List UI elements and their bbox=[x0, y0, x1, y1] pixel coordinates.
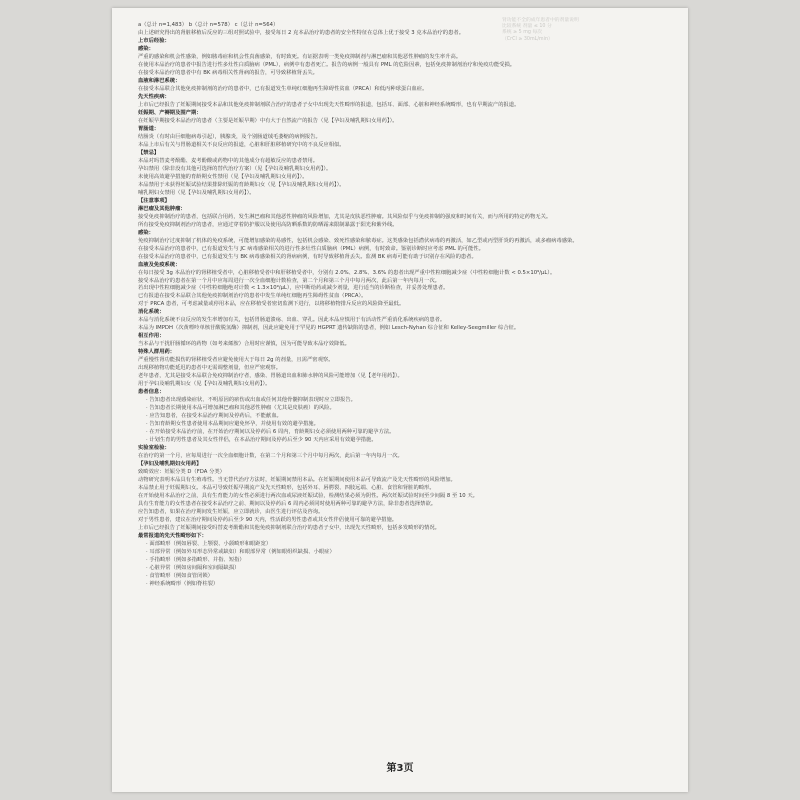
ghost-line: （CrCl ≥ 30mL/min） bbox=[502, 36, 553, 42]
paragraph: 结肠炎（有时由巨细胞病毒引起），胰腺炎，及个别肠道绒毛萎缩的病例报告。 bbox=[138, 133, 321, 140]
section-heading: 感染： bbox=[138, 45, 154, 52]
paragraph: 本品禁止用于妊娠期妇女。本品可导致妊娠早期流产及先天性畸形，包括外耳、唇腭裂、四肢远端、心脏、食管和肾脏的畸形。 bbox=[138, 485, 435, 492]
paragraph: 老年患者，尤其是接受本品联合免疫抑制治疗者，感染、胃肠道出血和肺水肿的风险可能增加（见【老年用药】）。 bbox=[138, 373, 403, 380]
paragraph: 本品为 IMPDH（次黄嘌呤单核苷酸脱氢酶）抑制剂，因此应避免用于罕见的 HGPRT 遗传缺陷的患者，例如 Lesch-Nyhan 综合征和 Kelley-Seegmiller 综合征。 bbox=[138, 325, 520, 332]
bullet-item: · 计划生育的男性患者及其女性伴侣，在本品治疗期间及停药后至少 90 天内应采用有效避孕措施。 bbox=[146, 437, 377, 444]
section-heading: 胃肠道： bbox=[138, 125, 160, 132]
paragraph: 具有生育能力的女性患者在接受本品治疗之前、期间以及停药后 6 周内必须同时使用两种可靠的避孕方法，除非患者选择禁欲。 bbox=[138, 501, 437, 508]
paragraph: 当本品与干扰肝肠循环的药物（如考来烯胺）合用时应谨慎，因为可能导致本品疗效降低。 bbox=[138, 341, 350, 348]
bullet-item: · 手指畸形（例如多指畸形、并指、短指） bbox=[146, 556, 245, 563]
document-page bbox=[112, 8, 688, 792]
paragraph: 严重的感染和机会性感染，例如脓毒症和机会性真菌感染，有时致死。有证据表明一类免疫抑制剂与淋巴瘤和其他恶性肿瘤的发生率升高。 bbox=[138, 53, 462, 60]
bullet-item: · 神经系统畸形（例如脊柱裂） bbox=[146, 580, 219, 587]
paragraph: 用于孕妇及哺乳期妇女（见【孕妇及哺乳期妇女用药】）。 bbox=[138, 381, 271, 388]
section-heading: 上市后经验： bbox=[138, 37, 170, 44]
paragraph: 在接受本品治疗的患者中有 BK 病毒相关性肾病的报告，可导致移植肾丢失。 bbox=[138, 69, 318, 76]
paragraph: 免疫抑制治疗过度抑制了机体的免疫系统，可能增加感染的易感性，包括机会感染、致死性感染和脓毒症。这类感染包括潜伏病毒的再激活，如乙型或丙型肝炎的再激活，或多瘤病毒感染。 bbox=[138, 237, 578, 244]
bullet-item: · 告知患者出现感染症状、不明原因的瘀伤或出血或任何其他骨髓抑制表现时应立即报告。 bbox=[146, 397, 356, 404]
paragraph: 在每日接受 3g 本品治疗的肾移植受者中，心脏移植受者中和肝移植受者中，分别有 2.0%、2.8%、3.6% 的患者出现严重中性粒细胞减少症（中性粒细胞计数 < 0.5×10⁹/μL）。 bbox=[138, 269, 556, 276]
paragraph: 在妊娠早期接受本品治疗的患者（主要是妊娠早期）中有大于自然流产的报告（见【孕妇及哺乳期妇女用药】）。 bbox=[138, 117, 398, 124]
paragraph: 致畸效应：妊娠分类 D（FDA 分类） bbox=[138, 469, 225, 476]
section-heading: 淋巴瘤及其他肿瘤： bbox=[138, 205, 186, 212]
paragraph: 对于男性患者，建议在治疗期间及停药后至少 90 天内，性活跃的男性患者或其女性伴侣使用可靠的避孕措施。 bbox=[138, 517, 398, 524]
paragraph: 应告知患者，如果在治疗期间发生妊娠，应立即就诊，由医生进行评估及咨询。 bbox=[138, 509, 324, 516]
section-heading: 实验室检验： bbox=[138, 445, 170, 452]
paragraph: 在接受本品治疗的患者中，已有报道发生与 JC 病毒感染相关的进行性多灶性白质脑病（PML）病例，有时致命。鉴别诊断时应考虑 PML 的可能性。 bbox=[138, 245, 484, 252]
paragraph: 上市后已经报告了妊娠期间接受吗替麦考酚酯和其他免疫抑制剂联合治疗的患者子女中，出现先天性畸形，包括多发畸形的情况。 bbox=[138, 525, 440, 532]
bullet-item: · 在开始接受本品治疗前，在开始治疗期间以及停药后 6 周内，育龄期妇女必须使用两种可靠的避孕方法。 bbox=[146, 429, 395, 436]
section-heading: 血液及免疫系统： bbox=[138, 261, 181, 268]
paragraph: 接受本品治疗的患者在第一个月中应每周进行一次全血细胞计数检查，第二个月和第三个月中每月两次，此后第一年内每月一次。 bbox=[138, 277, 440, 284]
paragraph: 在接受本品治疗的患者中，已有报道发生与 BK 病毒感染相关的肾病病例，有时导致移植肾丢失。监测 BK 病毒可能有助于识别存在风险的患者。 bbox=[138, 253, 477, 260]
section-heading: 先天性疾病： bbox=[138, 93, 170, 100]
section-heading: 【注意事项】 bbox=[138, 197, 170, 204]
ghost-line: 比较系统 剂量 ≤ 10 分 bbox=[502, 24, 552, 30]
bullet-item: · 告知患者长期使用本品可增加淋巴瘤和其他恶性肿瘤（尤其是皮肤癌）的风险。 bbox=[146, 405, 335, 412]
paragraph: 在接受本品联合其他免疫抑制剂的治疗的患者中，已有报道发生单纯红细胞再生障碍性贫血（PRCA）和低丙种球蛋白血症。 bbox=[138, 85, 428, 92]
bullet-item: · 耳部异常（例如外耳形态异常或缺如）和眼部异常（例如眼组织缺损、小眼症） bbox=[146, 548, 335, 555]
paragraph: 在治疗的第一个月，应每周进行一次全血细胞计数，在第二个月和第三个月中每月两次，此后第一年内每月一次。 bbox=[138, 453, 403, 460]
section-heading: 【孕妇及哺乳期妇女用药】 bbox=[138, 461, 202, 468]
paragraph: 上市后已经报告了妊娠期间接受本品和其他免疫抑制剂联合治疗的患者子女中出现先天性畸形的报道，包括耳、面部、心脏和神经系统畸形，也有早期流产的报道。 bbox=[138, 101, 520, 108]
section-heading: 患者信息： bbox=[138, 389, 165, 396]
paragraph: 本品与消化系统不良反应的发生率增加有关，包括胃肠道溃疡、出血、穿孔。因此本品应慎用于有活动性严重消化系统疾病的患者。 bbox=[138, 317, 446, 324]
paragraph: 动物研究表明本品具有生殖毒性。当无替代治疗方法时，妊娠期间禁用本品。在妊娠期间使用本品可导致流产及先天性畸形的风险增加。 bbox=[138, 477, 456, 484]
paragraph: 未使用高效避孕措施的育龄期女性禁用（见【孕妇及哺乳期妇女用药】）。 bbox=[138, 173, 308, 180]
paragraph: 本品对吗替麦考酚酯、麦考酚酸或药物中的其他成分有超敏反应的患者禁用。 bbox=[138, 157, 319, 164]
section-heading: 消化系统： bbox=[138, 309, 165, 316]
paragraph: 孕妇禁用（除非没有其他可选择的替代治疗方案）（见【孕妇及哺乳期妇女用药】）。 bbox=[138, 165, 332, 172]
section-heading: 【禁忌】 bbox=[138, 149, 160, 156]
bullet-item: · 面部畸形（例如唇裂、上颚裂、小颌畸形和眼距宽） bbox=[146, 540, 272, 547]
paragraph: 所有接受免疫抑制剂治疗的患者，应通过穿着防护服以及使用高防晒系数的防晒霜来限制暴露于阳光和紫外线。 bbox=[138, 221, 398, 228]
paragraph: 本品禁用于未获得妊娠试验结果排除妊娠的育龄期妇女（见【孕妇及哺乳期妇女用药】）。 bbox=[138, 181, 345, 188]
section-heading: 相互作用： bbox=[138, 333, 165, 340]
paragraph: 本品上市后有关与胃肠道相关不良反应的报道，心脏和肝脏移植研究中的不良反应相似。 bbox=[138, 141, 345, 148]
section-heading: 特殊人群用药： bbox=[138, 349, 176, 356]
paragraph: 若出现中性粒细胞减少症（中性粒细胞绝对计数 < 1.3×10⁹/μL），应中断给药或减少剂量，进行适当的诊断检查，并妥善处理患者。 bbox=[138, 285, 449, 292]
section-heading: 妊娠期、产褥期及围产期： bbox=[138, 109, 202, 116]
paragraph: 对于 PRCA 患者，可考虑减量或停用本品，应在移植受者密切监测下进行，以将移植物排斥反应的风险降至最低。 bbox=[138, 301, 405, 308]
section-heading: 感染： bbox=[138, 229, 154, 236]
bullet-item: · 心脏异常（例如房间隔和室间隔缺损） bbox=[146, 564, 240, 571]
section-heading: 血液和淋巴系统： bbox=[138, 77, 181, 84]
bullet-item: · 应告知患者，在接受本品治疗期间及停药后，不能献血。 bbox=[146, 413, 282, 420]
paragraph: 哺乳期妇女禁用（见【孕妇及哺乳期妇女用药】）。 bbox=[138, 189, 255, 196]
page-number: 第3页 bbox=[386, 763, 414, 774]
bullet-item: · 告知育龄期女性患者使用本品期间应避免怀孕，并使用有效的避孕措施。 bbox=[146, 421, 319, 428]
paragraph: 由上述研究得出的肾脏移植后反应的三组对照试验中，接受每日 2 克本品治疗的患者的安全性特征在总体上优于接受 3 克本品治疗的患者。 bbox=[138, 29, 464, 36]
paragraph: a（总计 n=1,483） b（总计 n=578） c（总计 n=564） bbox=[138, 22, 279, 28]
package-insert-body bbox=[138, 22, 666, 589]
paragraph: 出现移植物功能延迟的患者中无需调整剂量，但应严密观察。 bbox=[138, 365, 282, 372]
section-heading: 最常报道的先天性畸形如下： bbox=[138, 533, 207, 539]
ghost-line: 系统 ≥ 5 mg 每次 bbox=[502, 30, 543, 36]
paragraph: 在使用本品治疗的患者中报告进行性多灶性白质脑病（PML），病例中有患者死亡。报告的病例一般具有 PML 的危险因素，包括免疫抑制剂治疗和免疫功能受损。 bbox=[138, 61, 516, 68]
ghost-line: 肾功能不全的成年患者中的剂量说明 bbox=[502, 18, 579, 23]
paragraph: 接受免疫抑制治疗的患者，包括联合用药，发生淋巴瘤和其他恶性肿瘤的风险增加，尤其是皮肤恶性肿瘤。其风险似乎与免疫抑制的强度和时间有关，而与所用的特定药物无关。 bbox=[138, 213, 552, 220]
paragraph: 在开始使用本品治疗之前，具有生育能力的女性必须进行两次血或尿液妊娠试验，检测结果必须为阴性。两次妊娠试验时间至少间隔 8 至 10 天。 bbox=[138, 493, 478, 500]
bullet-item: · 食管畸形（例如食管闭锁） bbox=[146, 572, 213, 579]
paragraph: 严重慢性肾功能损伤的肾移植受者应避免使用大于每日 2g 的剂量，且需严密观察。 bbox=[138, 357, 334, 364]
paragraph: 已有报道在接受本品联合其他免疫抑制剂治疗的患者中发生单纯红细胞再生障碍性贫血（PRCA）。 bbox=[138, 293, 367, 300]
